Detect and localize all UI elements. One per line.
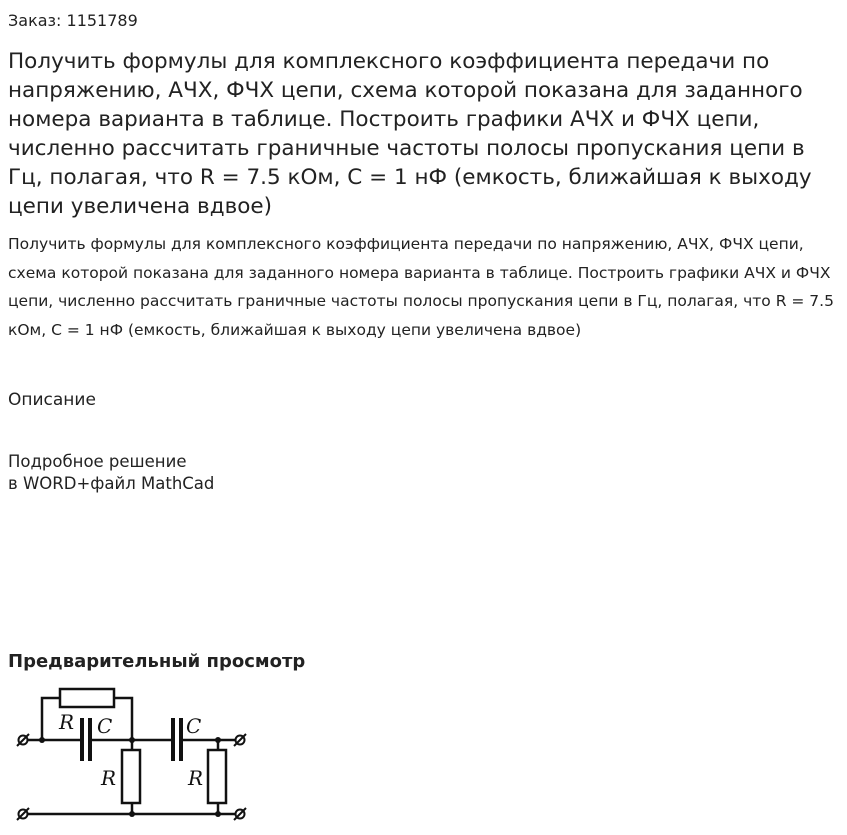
junction-dot bbox=[129, 737, 135, 743]
order-number: Заказ: 1151789 bbox=[8, 11, 138, 30]
solution-info bbox=[8, 451, 214, 495]
bypass-wire-right bbox=[114, 698, 132, 740]
preview-heading: Предварительный просмотр bbox=[8, 651, 306, 672]
label-c-second: C bbox=[186, 714, 202, 738]
junction-dot bbox=[215, 811, 221, 817]
task-title: Получить формулы для комплексного коэффициента передачи по напряжению, АЧХ, ФЧХ цепи, схема которой показана для заданного номера варианта в таблице. Построить графики АЧХ и ФЧХ цепи, численно рассчитать граничные частоты полосы пропускания цепи в Гц, полагая, что R = 7.5 кОм, C = 1 нФ (емкость, ближайшая к выходу цепи увеличена вдвое) bbox=[8, 49, 812, 219]
resistor-out bbox=[208, 750, 226, 803]
label-r-out: R bbox=[188, 766, 204, 790]
label-r-top: R bbox=[59, 710, 75, 734]
solution-line: Подробное решение bbox=[8, 452, 187, 471]
label-r-mid: R bbox=[101, 766, 117, 790]
task-description: Получить формулы для комплексного коэффициента передачи по напряжению, АЧХ, ФЧХ цепи, схема которой показана для заданного номера варианта в таблице. Построить графики АЧХ и ФЧХ цепи, численно рассчитать граничные частоты полосы пропускания цепи в Гц, полагая, что R = 7.5 кОм, C = 1 нФ (емкость, ближайшая к выходу цепи увеличена вдвое) bbox=[8, 235, 834, 339]
resistor-mid bbox=[122, 750, 140, 803]
description-section-label: Описание bbox=[8, 390, 96, 410]
resistor-top bbox=[60, 689, 114, 707]
solution-line: в WORD+файл MathCad bbox=[8, 474, 215, 493]
circuit-schematic bbox=[14, 683, 250, 825]
bypass-wire bbox=[42, 698, 60, 740]
junction-dot bbox=[215, 737, 221, 743]
junction-dot bbox=[129, 811, 135, 817]
label-c-first: C bbox=[97, 714, 113, 738]
junction-dot bbox=[39, 737, 45, 743]
